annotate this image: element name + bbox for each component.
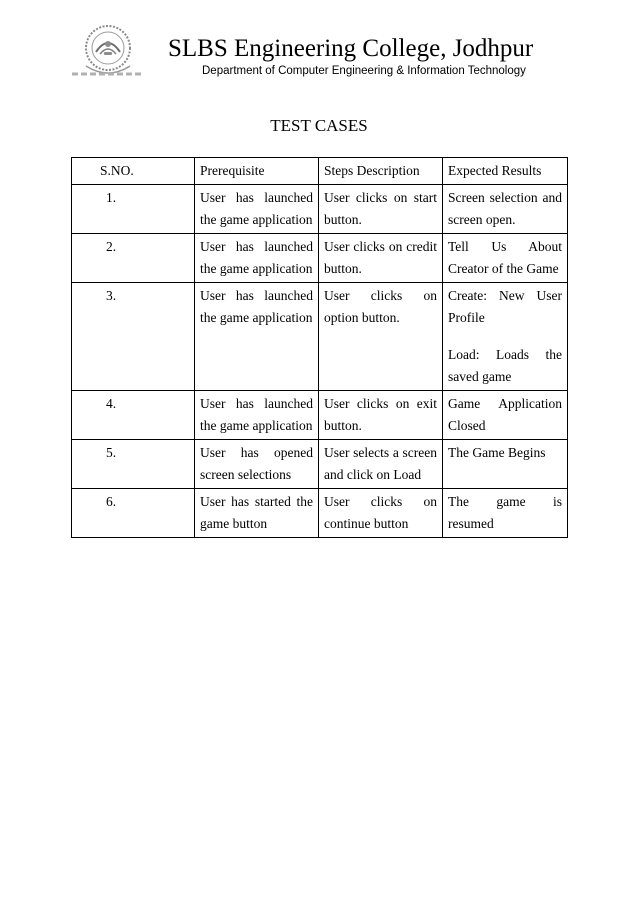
- paragraph-spacer: [448, 330, 562, 344]
- expected-paragraph: Create: New User Profile: [448, 287, 562, 325]
- cell-prerequisite: User has launched the game application: [195, 282, 319, 390]
- section-title: TEST CASES: [270, 116, 368, 135]
- table-row: [72, 282, 568, 390]
- cell-expected: Game Application Closed: [443, 390, 568, 439]
- column-header-sno: S.NO.: [72, 158, 195, 185]
- table-row: [72, 390, 568, 439]
- table-row: [72, 233, 568, 282]
- table-row: [72, 488, 568, 537]
- cell-prerequisite: User has started the game button: [195, 488, 319, 537]
- cell-steps: User clicks on continue button: [319, 488, 443, 537]
- cell-expected: [443, 282, 568, 390]
- cell-steps: User clicks on option button.: [319, 282, 443, 390]
- cell-expected: Screen selection and screen open.: [443, 184, 568, 233]
- column-header-prerequisite: Prerequisite: [195, 158, 319, 185]
- column-header-steps: Steps Description: [319, 158, 443, 185]
- cell-prerequisite: User has opened screen selections: [195, 439, 319, 488]
- cell-steps: User clicks on exit button.: [319, 390, 443, 439]
- expected-paragraph: Load: Loads the saved game: [448, 346, 562, 384]
- cell-steps: User clicks on start button.: [319, 184, 443, 233]
- cell-prerequisite: User has launched the game application: [195, 184, 319, 233]
- cell-sno: 6.: [72, 488, 195, 537]
- test-cases-table: [71, 157, 568, 538]
- table-row: [72, 439, 568, 488]
- cell-sno: 1.: [72, 184, 195, 233]
- cell-sno: 5.: [72, 439, 195, 488]
- cell-expected: Tell Us About Creator of the Game: [443, 233, 568, 282]
- cell-prerequisite: User has launched the game application: [195, 390, 319, 439]
- column-header-expected: Expected Results: [443, 158, 568, 185]
- cell-sno: 4.: [72, 390, 195, 439]
- cell-expected: The Game Begins: [443, 439, 568, 488]
- cell-steps: User selects a screen and click on Load: [319, 439, 443, 488]
- college-logo: [62, 22, 154, 82]
- cell-steps: User clicks on credit button.: [319, 233, 443, 282]
- cell-sno: 2.: [72, 233, 195, 282]
- department-subtitle: Department of Computer Engineering & Information Technology: [202, 65, 526, 77]
- cell-expected: The game is resumed: [443, 488, 568, 537]
- college-title: SLBS Engineering College, Jodhpur: [168, 35, 534, 62]
- table-header-row: [72, 158, 568, 185]
- cell-sno: 3.: [72, 282, 195, 390]
- cell-prerequisite: User has launched the game application: [195, 233, 319, 282]
- table-row: [72, 184, 568, 233]
